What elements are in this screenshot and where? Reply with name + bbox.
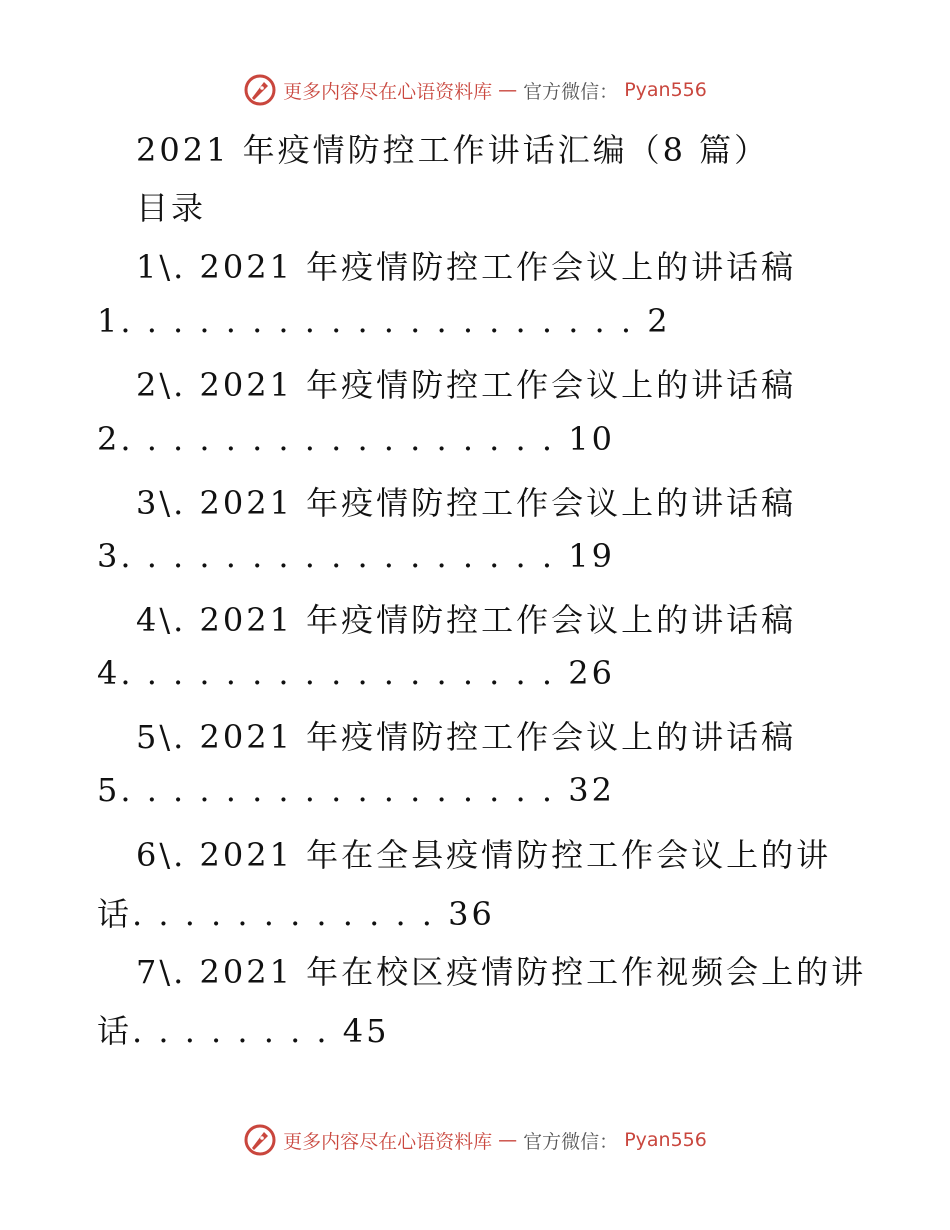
toc-entry-1: 1\. 2021 年疫情防控工作会议上的讲话稿 [136,248,797,286]
toc-entry-6-page: 话. . . . . . . . . . . . 36 [97,895,495,933]
banner-wechat-label: 官方微信： [523,80,619,103]
toc-entry-3-page: 3. . . . . . . . . . . . . . . . . 19 [97,537,615,575]
toc-entry-2: 2\. 2021 年疫情防控工作会议上的讲话稿 [136,366,797,404]
toc-entry-5-page: 5. . . . . . . . . . . . . . . . . 32 [97,771,615,809]
banner-handle: Pyan556 [624,79,707,101]
banner-text: 更多内容尽在心语资料库 [283,80,493,103]
pen-nib-logo-icon [243,1123,277,1157]
toc-entry-1-page: 1. . . . . . . . . . . . . . . . . . . . 2 [97,302,671,340]
banner-separator: — [498,79,518,101]
banner-wechat-label: 官方微信： [523,1130,619,1153]
pen-nib-logo-icon [243,73,277,107]
toc-heading: 目录 [136,189,207,227]
toc-entry-2-page: 2. . . . . . . . . . . . . . . . . 10 [97,420,615,458]
document-title: 2021 年疫情防控工作讲话汇编（8 篇） [136,131,770,169]
toc-entry-7-page: 话. . . . . . . . 45 [97,1012,390,1050]
header-banner [0,70,950,110]
toc-entry-4: 4\. 2021 年疫情防控工作会议上的讲话稿 [136,601,797,639]
toc-entry-3: 3\. 2021 年疫情防控工作会议上的讲话稿 [136,484,797,522]
banner-handle: Pyan556 [624,1129,707,1151]
toc-entry-5: 5\. 2021 年疫情防控工作会议上的讲话稿 [136,718,797,756]
footer-banner [0,1120,950,1160]
toc-entry-6: 6\. 2021 年在全县疫情防控工作会议上的讲 [136,836,832,874]
banner-separator: — [498,1129,518,1151]
banner-text: 更多内容尽在心语资料库 [283,1130,493,1153]
toc-entry-7: 7\. 2021 年在校区疫情防控工作视频会上的讲 [136,953,867,991]
toc-entry-4-page: 4. . . . . . . . . . . . . . . . . 26 [97,654,615,692]
